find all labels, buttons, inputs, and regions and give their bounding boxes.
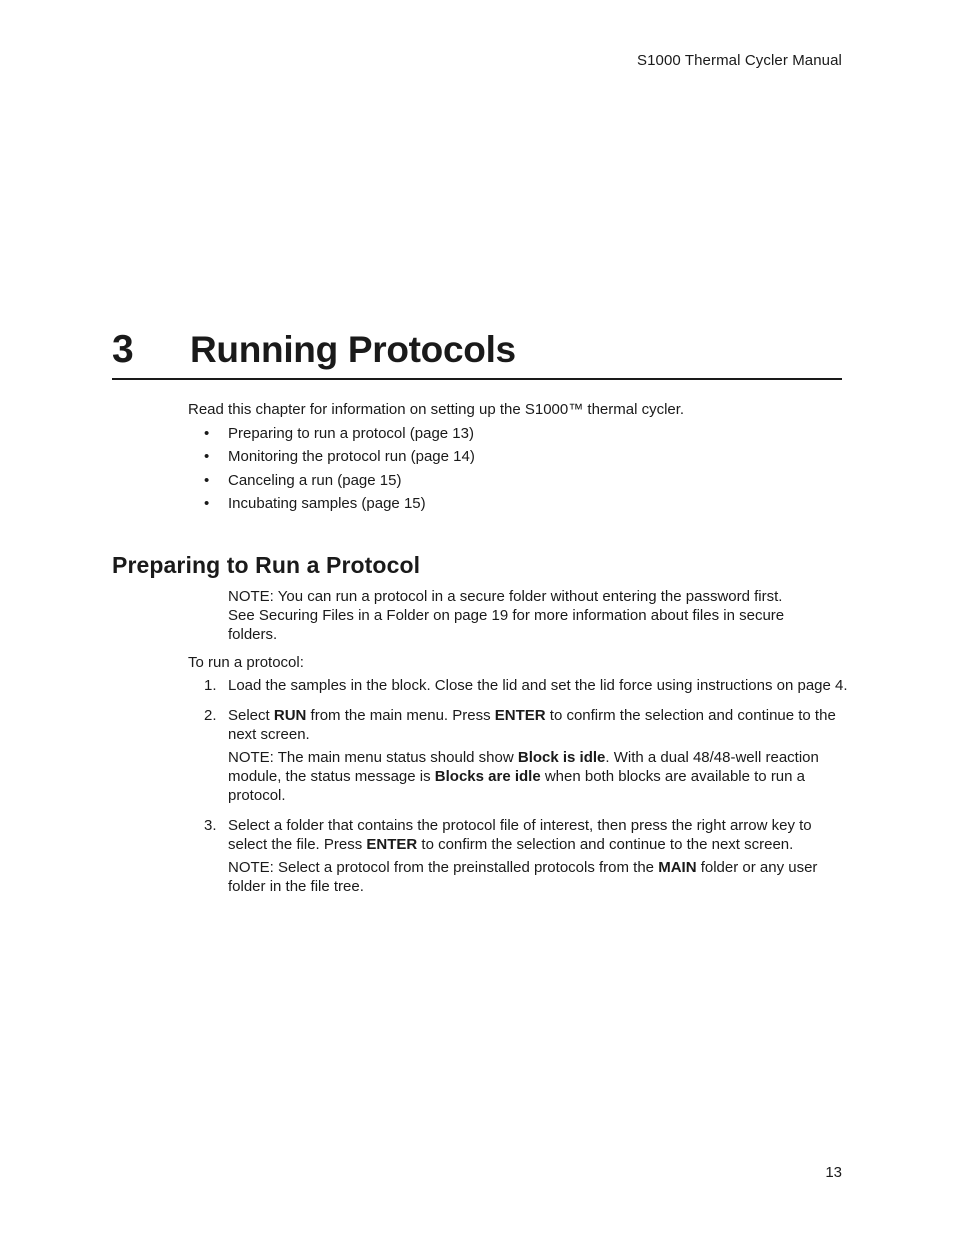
section-title: Preparing to Run a Protocol <box>112 552 421 578</box>
list-item <box>188 494 848 517</box>
step-number: 1. <box>204 677 217 694</box>
text-run: folder or any user folder in the file tree. <box>228 859 818 895</box>
procedure-step-1 <box>188 676 848 695</box>
running-header: S1000 Thermal Cycler Manual <box>636 52 842 69</box>
procedure-step-2 <box>188 706 848 805</box>
text-run: to confirm the selection and continue to the next screen. <box>228 707 836 743</box>
list-item <box>188 424 848 447</box>
step-text: Load the samples in the block. Close the lid and set the lid force using instructions on page 4. <box>228 677 848 694</box>
list-item <box>188 471 848 494</box>
intro-paragraph: Read this chapter for information on setting up the S1000™ thermal cycler. <box>188 401 685 418</box>
step-note <box>228 858 848 896</box>
text-run: Select <box>228 707 274 724</box>
step-text <box>228 706 848 744</box>
chapter-number: 3 <box>112 328 134 371</box>
list-item-text: Monitoring the protocol run (page 14) <box>228 448 475 466</box>
chapter-heading <box>112 326 842 380</box>
main-folder-keyword: MAIN <box>658 859 697 876</box>
text-run: NOTE: Select a protocol from the preinstalled protocols from the <box>228 859 659 876</box>
status-block-idle: Block is idle <box>517 749 606 766</box>
procedure-intro: To run a protocol: <box>188 654 304 671</box>
text-run: to confirm the selection and continue to the next screen. <box>417 836 794 853</box>
text-run: Select a folder that contains the protocol file of interest, then press the right arrow key to select the file. Press <box>228 817 812 853</box>
bullet-icon: • <box>204 494 210 512</box>
text-run: from the main menu. Press <box>306 707 495 724</box>
run-keyword: RUN <box>273 707 307 724</box>
step-number: 2. <box>204 707 217 724</box>
step-text <box>228 816 848 854</box>
step-number: 3. <box>204 817 217 834</box>
procedure-steps <box>188 676 848 896</box>
list-item <box>188 447 848 470</box>
list-item-text: Preparing to run a protocol (page 13) <box>228 425 474 442</box>
text-run: NOTE: The main menu status should show <box>228 749 518 766</box>
text-run: when both blocks are available to run a protocol. <box>228 768 806 804</box>
chapter-title: Running Protocols <box>190 329 516 370</box>
step-note <box>228 748 848 805</box>
bullet-icon: • <box>204 471 210 489</box>
text-run: . With a dual 48/48-well reaction module, the status message is <box>228 749 819 785</box>
secure-folder-note: NOTE: You can run a protocol in a secure folder without entering the password first. See Securing Files in a Folder on page 19 for more information about files in secure folders. <box>228 588 785 643</box>
page-number: 13 <box>825 1164 842 1181</box>
procedure-step-3 <box>188 816 848 896</box>
enter-keyword: ENTER <box>494 707 546 724</box>
status-blocks-idle: Blocks are idle <box>434 768 541 785</box>
bullet-icon: • <box>204 425 210 442</box>
chapter-topics-list <box>188 424 848 517</box>
bullet-icon: • <box>204 448 210 466</box>
list-item-text: Incubating samples (page 15) <box>228 494 426 512</box>
enter-keyword: ENTER <box>366 836 418 853</box>
list-item-text: Canceling a run (page 15) <box>228 471 402 489</box>
